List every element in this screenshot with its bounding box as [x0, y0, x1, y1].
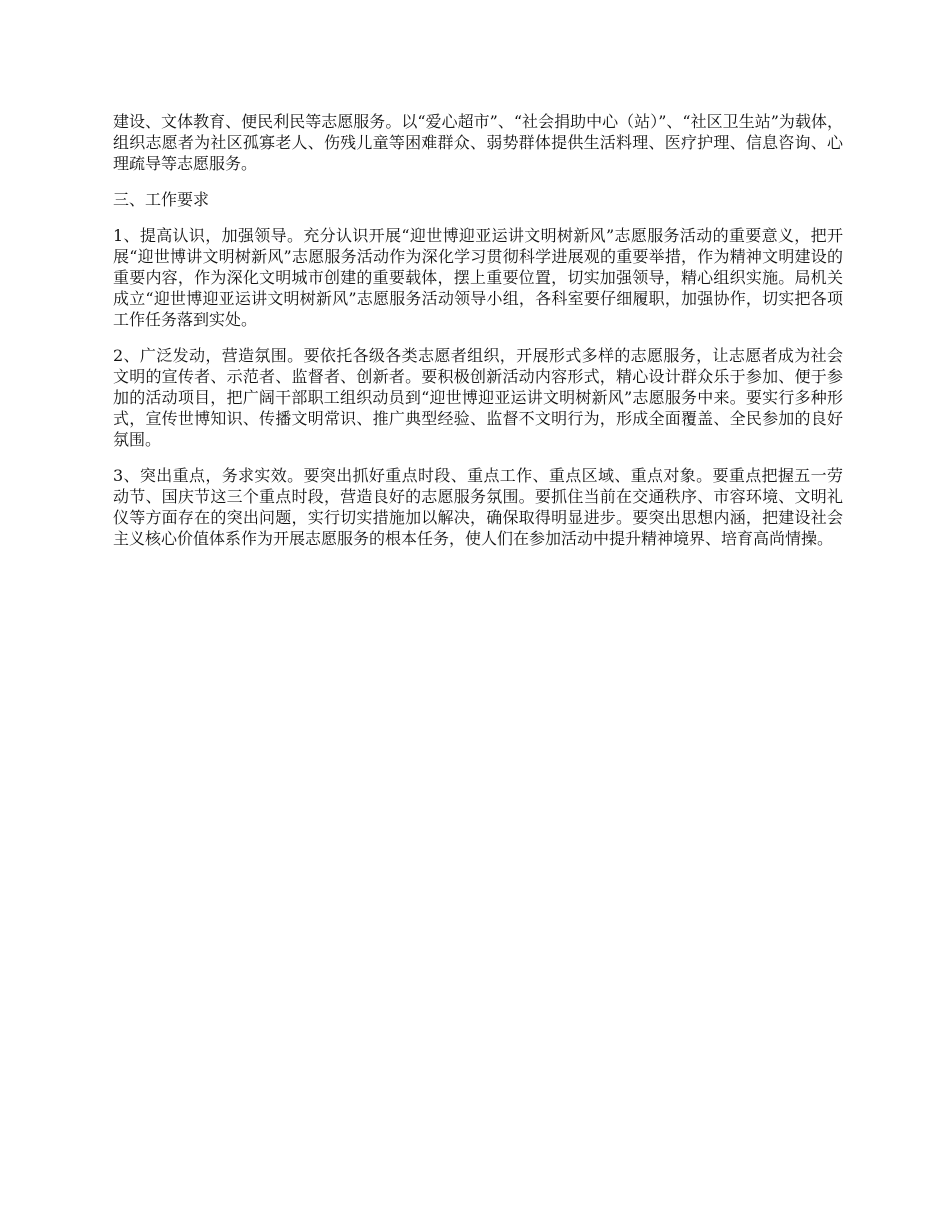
requirement-paragraph-3: 3、突出重点，务求实效。要突出抓好重点时段、重点工作、重点区域、重点对象。要重点把握五一劳动节、国庆节这三个重点时段，营造良好的志愿服务氛围。要抓住当前在交通秩序、市容环境、文明礼仪等方面存在的突出问题，实行切实措施加以解决，确保取得明显进步。要突出思想内涵，把建设社会主义核心价值体系作为开展志愿服务的根本任务，使人们在参加活动中提升精神境界、培育高尚情操。 [113, 466, 843, 548]
intro-paragraph: 建设、文体教育、便民利民等志愿服务。以“爱心超市”、“社会捐助中心（站）”、“社区卫生站”为载体，组织志愿者为社区孤寡老人、伤残儿童等困难群众、弱势群体提供生活料理、医疗护理、信息咨询、心理疏导等志愿服务。 [113, 112, 843, 173]
requirement-paragraph-2: 2、广泛发动，营造氛围。要依托各级各类志愿者组织，开展形式多样的志愿服务，让志愿者成为社会文明的宣传者、示范者、监督者、创新者。要积极创新活动内容形式，精心设计群众乐于参加、便于参加的活动项目，把广阔干部职工组织动员到“迎世博迎亚运讲文明树新风”志愿服务中来。要实行多种形式，宣传世博知识、传播文明常识、推广典型经验、监督不文明行为，形成全面覆盖、全民参加的良好氛围。 [113, 346, 843, 449]
requirement-paragraph-1: 1、提高认识，加强领导。充分认识开展“迎世博迎亚运讲文明树新风”志愿服务活动的重要意义，把开展“迎世博讲文明树新风”志愿服务活动作为深化学习贯彻科学进展观的重要举措，作为精神文明建设的重要内容，作为深化文明城市创建的重要载体，摆上重要位置，切实加强领导，精心组织实施。局机关成立“迎世博迎亚运讲文明树新风”志愿服务活动领导小组，各科室要仔细履职，加强协作，切实把各项工作任务落到实处。 [113, 226, 843, 329]
section-heading: 三、工作要求 [113, 190, 210, 209]
document-page [113, 111, 843, 564]
